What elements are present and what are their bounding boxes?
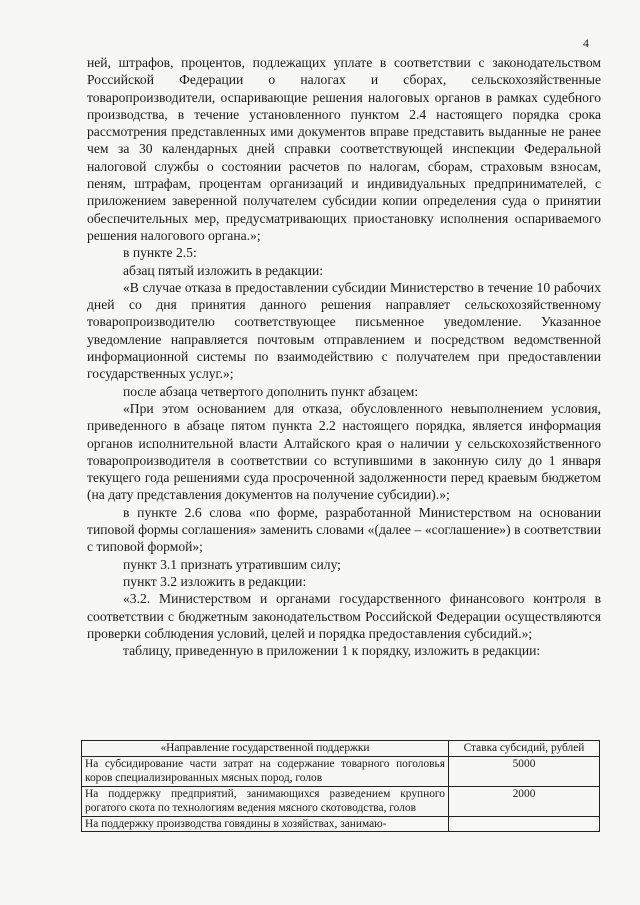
paragraph: «3.2. Министерством и органами государственного финансового контроля в соответствии с бюджетным законодательством Российской Федерации осуществляются проверки соблюдения условий, целей и порядка предоставления субсидий.»;	[87, 591, 601, 641]
table-cell-rate: 5000	[449, 756, 600, 786]
paragraph: «В случае отказа в предоставлении субсидии Министерство в течение 10 рабочих дней со дня принятия данного решения направляет сельскохозяйственному товаропроизводителю соответствующее письменное уведомление. Указанное уведомление направляется почтовым отправлением и посредством ведомственной информационной системы по взаимодействию с получателем при предоставлении государственных услуг.»;	[87, 279, 601, 382]
paragraph: абзац пятый изложить в редакции:	[123, 262, 324, 278]
subsidy-rate-table	[81, 740, 600, 832]
table-cell-rate	[449, 816, 600, 832]
column-header-rate: Ставка субсидий, рублей	[449, 741, 600, 757]
paragraph: таблицу, приведенную в приложении 1 к порядку, изложить в редакции:	[123, 643, 541, 659]
table-row	[82, 816, 600, 832]
page-number: 4	[583, 36, 589, 50]
paragraph: ней, штрафов, процентов, подлежащих уплате в соответствии с законодательством Российской Федерации о налогах и сборах, сельскохозяйственные товаропроизводители, оспаривающие решения налоговых органов в рамках судебного производства, в течение установленного пунктом 2.4 настоящего порядка срока рассмотрения представленных ими документов вправе представить выданные не ранее чем за 30 календарных дней справки соответствующей инспекции Федеральной налоговой службы о состоянии расчетов по налогам, сборам, страховым взносам, пеням, штрафам, процентам организаций и индивидуальных предпринимателей, с приложением заверенной получателем субсидии копии определения суда о принятии обеспечительных мер, предусматривающих приостановку исполнения оспариваемого решения налогового органа.»;	[87, 55, 601, 243]
paragraph: после абзаца четвертого дополнить пункт абзацем:	[123, 383, 419, 399]
table-row	[82, 756, 600, 786]
table-cell-direction: На поддержку предприятий, занимающихся разведением крупного рогатого скота по технологиям ведения мясного скотоводства, голов	[82, 786, 449, 816]
table-cell-direction: На поддержку производства говядины в хозяйствах, занимаю-	[82, 816, 449, 832]
table-cell-direction: На субсидирование части затрат на содержание товарного поголовья коров специализированных мясных пород, голов	[82, 756, 449, 786]
paragraph: пункт 3.2 изложить в редакции:	[123, 573, 307, 589]
table-row	[82, 786, 600, 816]
column-header-direction: «Направление государственной поддержки	[82, 741, 449, 757]
paragraph: «При этом основанием для отказа, обусловленного невыполнением условия, приведенного в абзаце пятом пункта 2.2 настоящего порядка, является информация органов исполнительной власти Алтайского края о наличии у сельскохозяйственного товаропроизводителя в соответствии со вступившими в законную силу до 1 января текущего года решениями суда просроченной задолженности перед краевым бюджетом (на дату представления документов на получение субсидии).»;	[87, 400, 601, 503]
paragraph: пункт 3.1 признать утратившим силу;	[123, 556, 341, 572]
table-header-row	[82, 741, 600, 757]
paragraph: в пункте 2.5:	[123, 245, 197, 261]
paragraph: в пункте 2.6 слова «по форме, разработанной Министерством на основании типовой формы соглашения» заменить словами «(далее – «соглашение») в соответствии с типовой формой»;	[87, 504, 601, 555]
table-cell-rate: 2000	[449, 786, 600, 816]
document-body	[87, 54, 601, 659]
